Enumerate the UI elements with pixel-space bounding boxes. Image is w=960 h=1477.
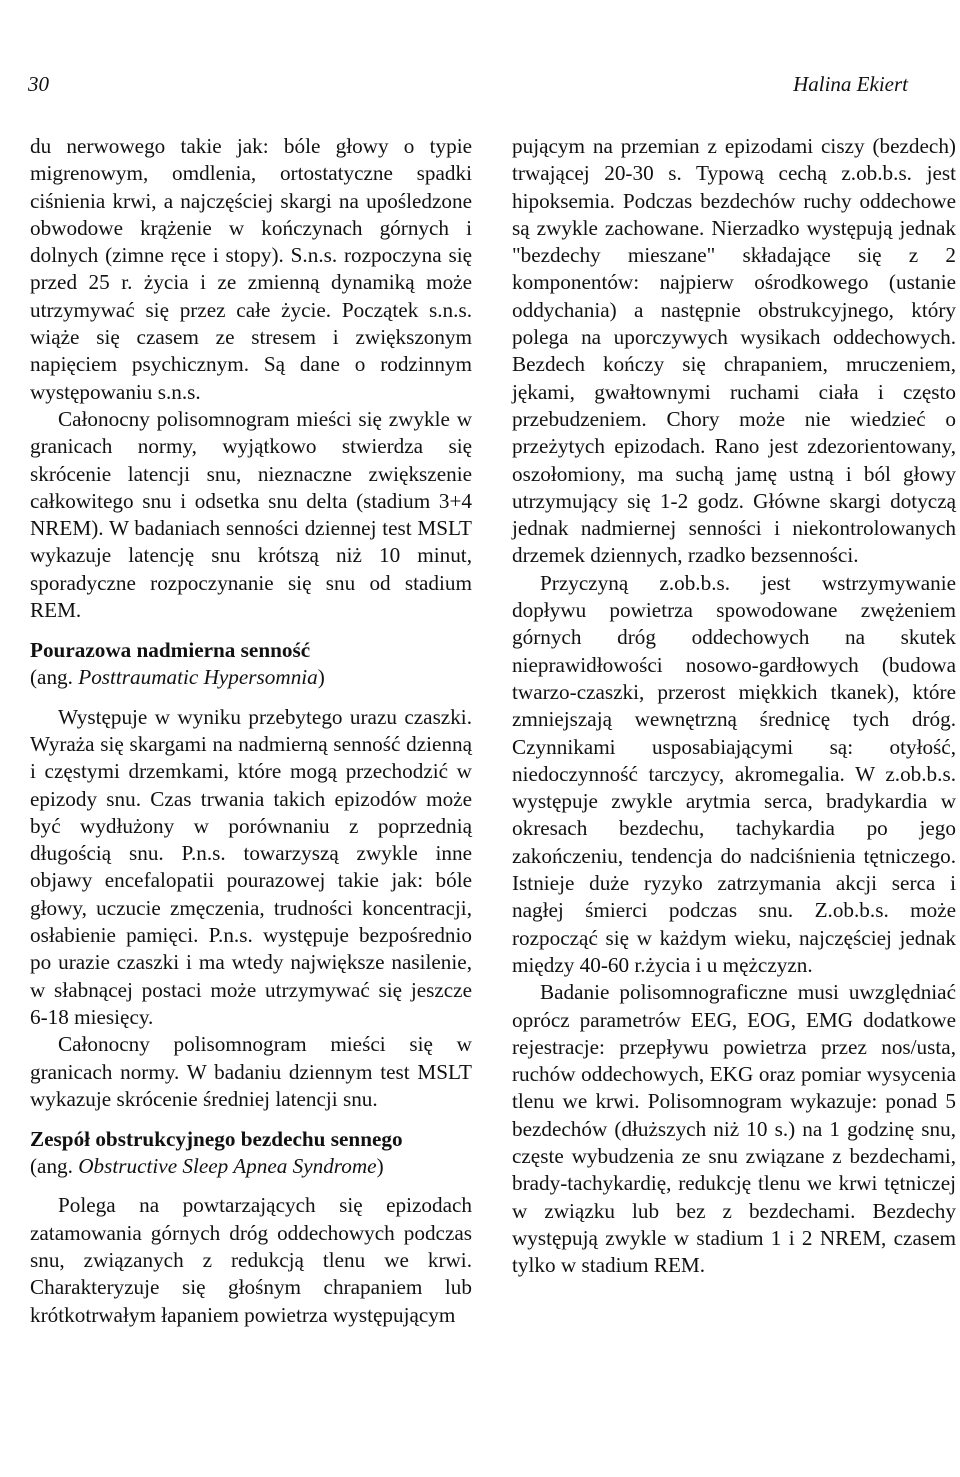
- section-subtitle: (ang. Obstructive Sleep Apnea Syndrome): [30, 1154, 384, 1179]
- paragraph: Przyczyną z.ob.b.s. jest wstrzymywanie dopływu powietrza spowodowane zwężeniem górnych dróg oddechowych na skutek nieprawidłowości nosowo-gardłowych (budowa twarzo-czaszki, przerost miękkich tkanek), które zmniejszają wewnętrzną średnicę tych dróg. Czynnikami usposabiającymi są: otyłość, niedoczynność tarczycy, akromegalia. W z.ob.b.s. występuje zwykle arytmia serca, bradykardia w okresach bezdechu, tachykardia po jego zakończeniu, tendencja do nadciśnienia tętniczego. Istnieje duże ryzyko zatrzymania akcji serca i nagłej śmierci podczas snu. Z.ob.b.s. może rozpocząć się w każdym wieku, najczęściej jednak między 40-60 r.życia i u mężczyzn.: [512, 570, 956, 977]
- paragraph: Całonocny polisomnogram mieści się zwykle w granicach normy, wyjątkowo stwierdza się skrócenie latencji snu, nieznaczne zwiększenie całkowitego snu i odsetka snu delta (stadium 3+4 NREM). W badaniach senności dziennej test MSLT wykazuje latencję snu krótszą niż 10 minut, sporadyczne rozpoczynanie się snu od stadium REM.: [30, 406, 472, 623]
- paragraph: du nerwowego takie jak: bóle głowy o typie migrenowym, omdlenia, ortostatyczne spadki ciśnienia krwi, a najczęściej skargi na upośledzone obwodowe krążenie w kończynach górnych i dolnych (zimne ręce i stopy). S.n.s. rozpoczyna się przed 25 r. życia i ze zmienną dynamiką może utrzymywać się przez całe życie. Początek s.n.s. wiąże się czasem ze stresem i zwiększonym napięciem psychicznym. Są dane o rodzinnym występowaniu s.n.s.: [30, 134, 472, 404]
- paragraph: Badanie polisomnograficzne musi uwzględniać oprócz parametrów EEG, EOG, EMG dodatkowe rejestracje: przepływu powietrza przez nos/usta, ruchów oddechowych, EKG oraz pomiar wysycenia tlenu we krwi. Polisomnogram wykazuje: ponad 5 bezdechów (dłuższych niż 10 s.) na 1 godzinę snu, częste wybudzenia ze snu związane z bezdechami, brady-tachykardię, redukcję tlenu we krwi tętniczej w związku lub bez z bezdechami. Bezdechy występują zwykle w stadium 1 i 2 NREM, czasem tylko w stadium REM.: [512, 980, 956, 1278]
- page-number: 30: [28, 72, 49, 96]
- page-header: [28, 72, 908, 102]
- running-head: Halina Ekiert: [793, 72, 908, 96]
- paragraph: Całonocny polisomnogram mieści się w granicach normy. W badaniu dziennym test MSLT wykazuje skrócenie średniej latencji snu.: [30, 1032, 472, 1111]
- left-column: [30, 133, 472, 1329]
- right-column: [512, 133, 956, 1279]
- paragraph: pującym na przemian z epizodami ciszy (bezdech) trwającej 20-30 s. Typową cechą z.ob.b.s. jest hipoksemia. Podczas bezdechów ruchy oddechowe są zwykle zachowane. Nierzadko występują jednak "bezdechy mieszane" składające się z 2 komponentów: najpierw ośrodkowego (ustanie oddychania) a następnie obstrukcyjnego, który polega na uporczywych wysikach oddechowych. Bezdech kończy się chrapaniem, mruczeniem, jękami, gwałtownymi ruchami ciała i często przebudzeniem. Chory może nie wiedzieć o przeżytych epizodach. Rano jest zdezorientowany, oszołomiony, ma suchą jamę ustną i ból głowy utrzymujący się 1-2 godz. Główne skargi dotyczą jednak nadmiernej senności i niekontrolowanych drzemek dziennych, rzadko bezsenności.: [512, 134, 956, 568]
- section-heading: Zespół obstrukcyjnego bezdechu sennego: [30, 1127, 403, 1152]
- section-subtitle: (ang. Posttraumatic Hypersomnia): [30, 665, 325, 690]
- paragraph: Występuje w wyniku przebytego urazu czaszki. Wyraża się skargami na nadmierną senność dzienną i częstymi drzemkami, które mogą przechodzić w epizody snu. Czas trwania takich epizodów może być wydłużony w porównaniu z poprzednią długością snu. P.n.s. towarzyszą zwykle inne objawy encefalopatii pourazowej takie jak: bóle głowy, uczucie zmęczenia, trudności koncentracji, osłabienie pamięci. P.n.s. występuje bezpośrednio po urazie czaszki i ma wtedy największe nasilenie, w słabnącej postaci może utrzymywać się jeszcze 6-18 miesięcy.: [30, 704, 472, 1029]
- paragraph: Polega na powtarzających się epizodach zatamowania górnych dróg oddechowych podczas snu, związanych z redukcją tlenu we krwi. Charakteryzuje się głośnym chrapaniem lub krótkotrwałym łapaniem powietrza występującym: [30, 1193, 472, 1327]
- section-heading: Pourazowa nadmierna senność: [30, 638, 311, 663]
